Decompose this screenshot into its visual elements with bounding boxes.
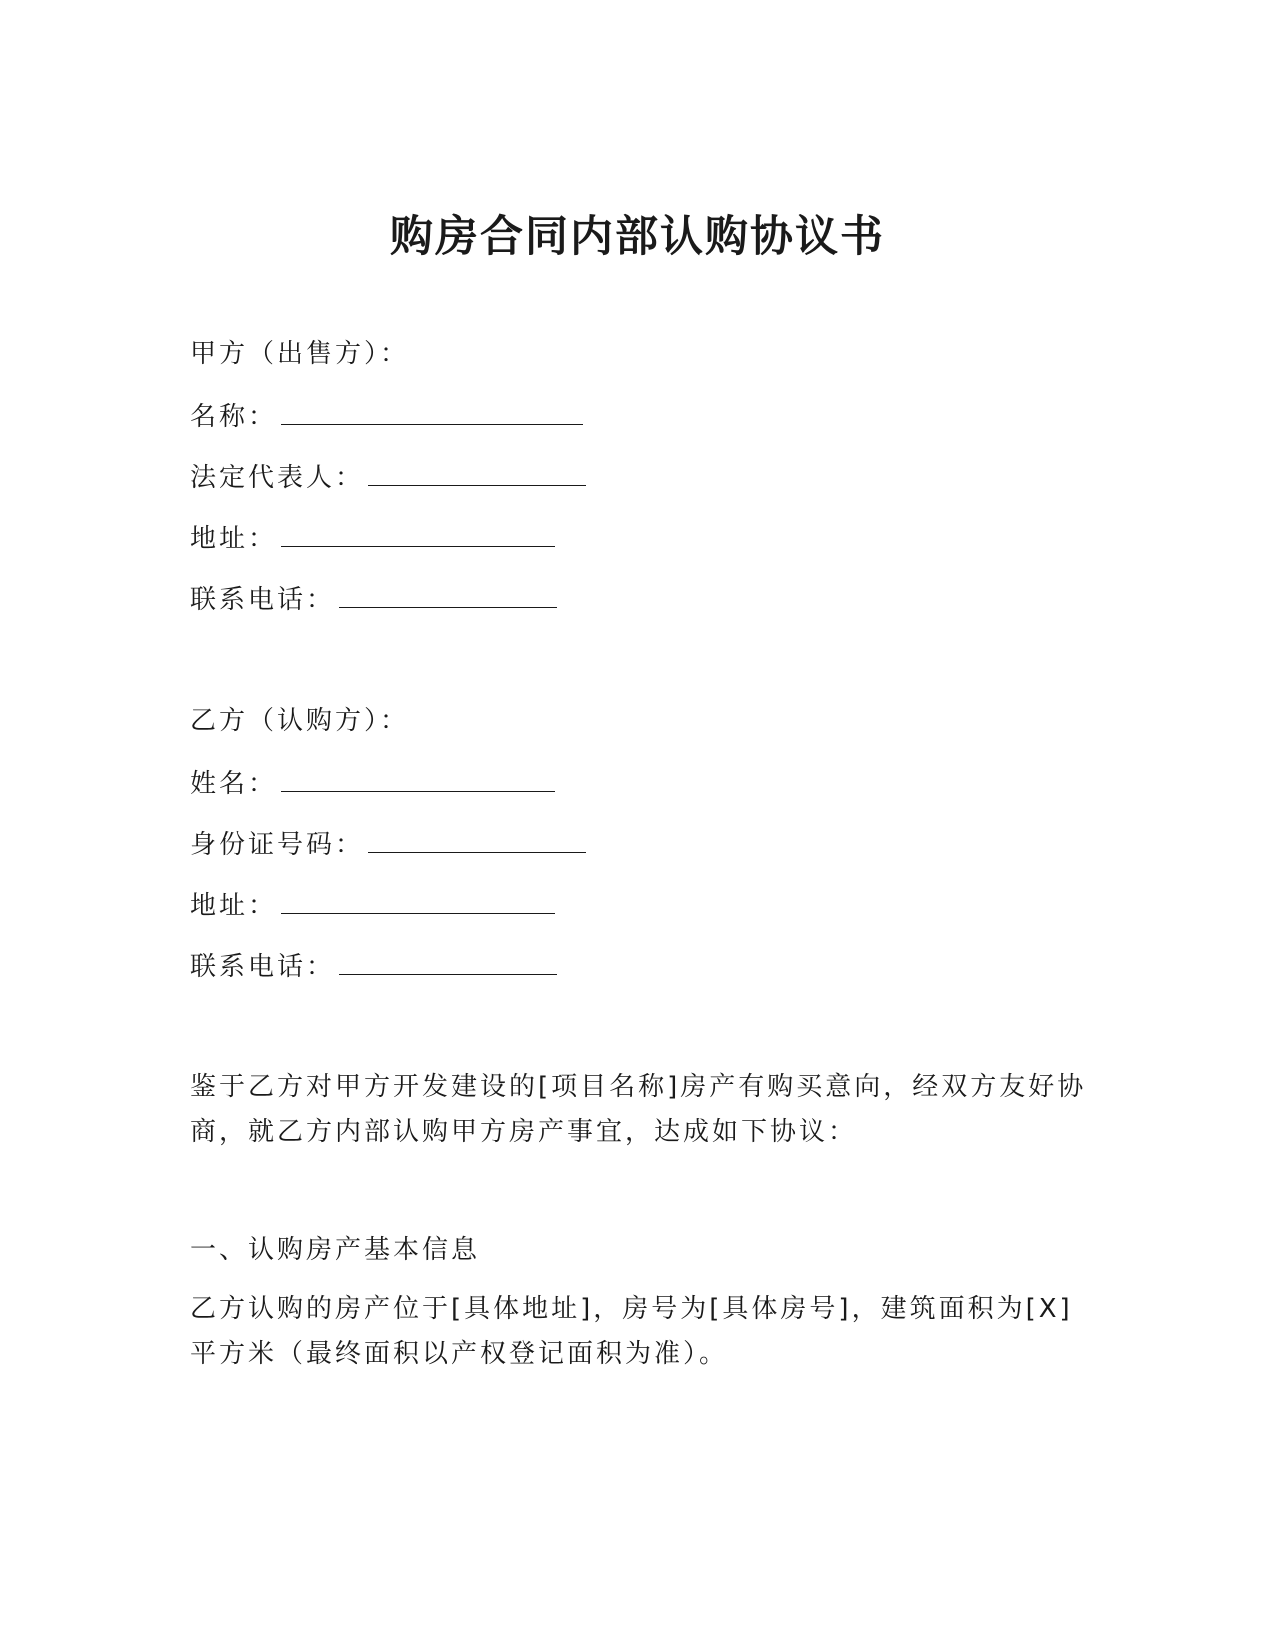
section-1-heading: 一、认购房产基本信息 <box>190 1235 481 1265</box>
party-a-rep-label: 法定代表人： <box>190 463 365 493</box>
party-a-address-field[interactable] <box>281 520 555 547</box>
party-b-name-row <box>190 765 555 801</box>
party-a-name-row <box>190 398 583 434</box>
section-1-body: 乙方认购的房产位于[具体地址]，房号为[具体房号]，建筑面积为[X]平方米（最终面积以产权登记面积为准）。 <box>190 1294 1073 1369</box>
party-b-heading: 乙方（认购方）： <box>190 706 410 736</box>
party-b-id-label: 身份证号码： <box>190 830 365 860</box>
party-a-rep-field[interactable] <box>368 459 586 486</box>
party-b-name-field[interactable] <box>281 765 555 792</box>
party-a-name-field[interactable] <box>281 398 583 425</box>
party-b-address-label: 地址： <box>190 891 278 921</box>
party-a-heading: 甲方（出售方）： <box>190 339 410 369</box>
party-b-phone-label: 联系电话： <box>190 952 336 982</box>
party-a-name-label: 名称： <box>190 402 278 432</box>
party-a-phone-label: 联系电话： <box>190 585 336 615</box>
preamble-paragraph: 鉴于乙方对甲方开发建设的[项目名称]房产有购买意向，经双方友好协商，就乙方内部认购甲方房产事宜，达成如下协议： <box>190 1072 1087 1147</box>
party-b-id-field[interactable] <box>368 826 586 853</box>
party-b-address-row <box>190 887 555 923</box>
document-title: 购房合同内部认购协议书 <box>390 212 885 262</box>
party-a-address-row <box>190 520 555 556</box>
party-a-phone-field[interactable] <box>339 581 557 608</box>
party-a-address-label: 地址： <box>190 524 278 554</box>
party-b-address-field[interactable] <box>281 887 555 914</box>
party-b-name-label: 姓名： <box>190 769 278 799</box>
party-a-phone-row <box>190 581 557 617</box>
party-b-phone-field[interactable] <box>339 948 557 975</box>
party-b-phone-row <box>190 948 557 984</box>
party-a-rep-row <box>190 459 586 495</box>
party-b-id-row <box>190 826 586 862</box>
